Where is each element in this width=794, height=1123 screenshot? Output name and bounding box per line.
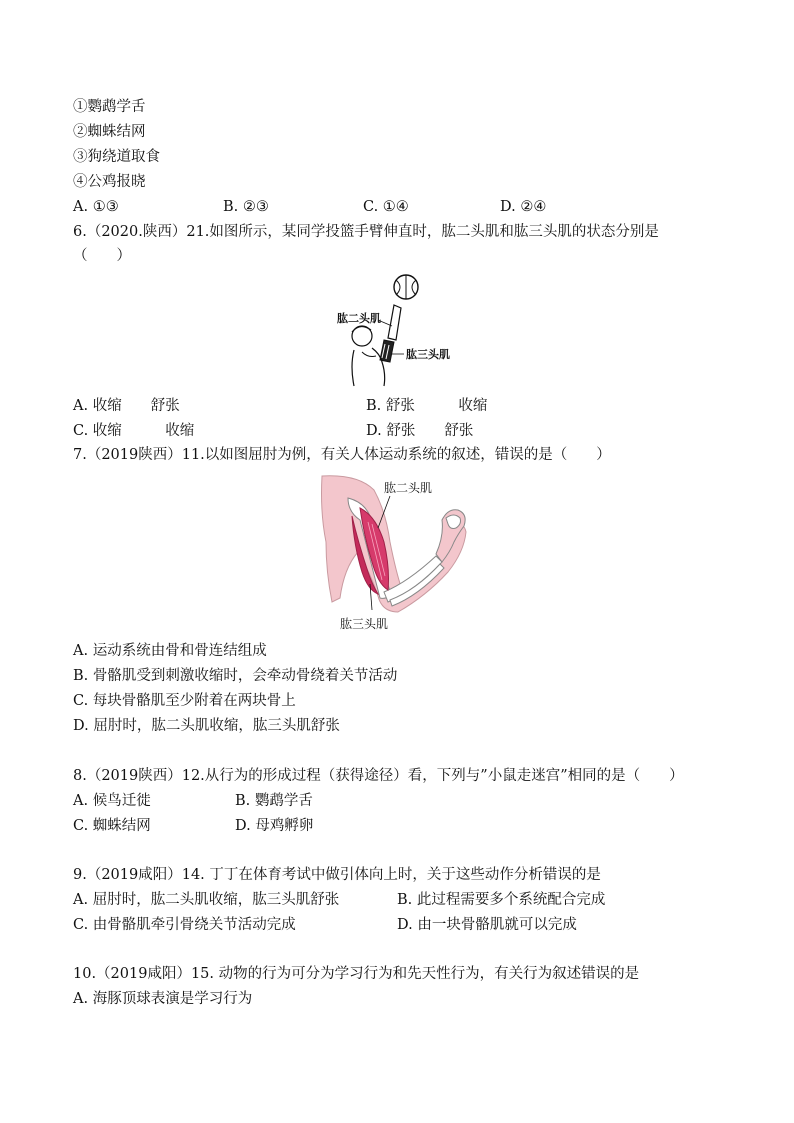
q6-label-triceps: 肱三头肌 bbox=[406, 348, 450, 361]
q6-label-biceps: 肱二头肌 bbox=[337, 312, 381, 325]
q8-option-b: B. 鹦鹉学舌 bbox=[235, 793, 313, 809]
basketball-icon bbox=[394, 275, 418, 299]
q7-option-b: B. 骨骼肌受到刺激收缩时，会牵动骨绕着关节活动 bbox=[73, 668, 398, 684]
q5-option-b: B. ②③ bbox=[223, 199, 269, 215]
q6-stem: 6.（2020.陕西）21.如图所示，某同学投篮手臂伸直时，肱二头肌和肱三头肌的状态分别是 bbox=[73, 224, 659, 240]
q5-item-4: ④公鸡报晓 bbox=[73, 174, 146, 190]
q10-option-a: A. 海豚顶球表演是学习行为 bbox=[73, 991, 253, 1007]
q6-option-a: A. 收缩 舒张 bbox=[73, 398, 180, 414]
q9-option-a: A. 屈肘时，肱二头肌收缩，肱三头肌舒张 bbox=[73, 892, 340, 908]
q8-stem: 8.（2019陕西）12.从行为的形成过程（获得途径）看，下列与”小鼠走迷宫”相同的是（ ） bbox=[73, 768, 684, 784]
q7-stem: 7.（2019陕西）11.以如图屈肘为例，有关人体运动系统的叙述，错误的是（ ） bbox=[73, 447, 611, 463]
q7-label-biceps: 肱二头肌 bbox=[384, 481, 433, 495]
q6-option-d: D. 舒张 舒张 bbox=[366, 423, 474, 439]
q9-option-c: C. 由骨骼肌牵引骨绕关节活动完成 bbox=[73, 917, 296, 933]
q7-option-c: C. 每块骨骼肌至少附着在两块骨上 bbox=[73, 693, 296, 709]
q6-option-b: B. 舒张 收缩 bbox=[366, 398, 488, 414]
q10-stem: 10.（2019咸阳）15. 动物的行为可分为学习行为和先天性行为，有关行为叙述错误的是 bbox=[73, 966, 640, 982]
q8-option-d: D. 母鸡孵卵 bbox=[235, 818, 314, 834]
q5-item-3: ③狗绕道取食 bbox=[73, 149, 160, 165]
q5-option-a: A. ①③ bbox=[73, 199, 119, 215]
q9-option-b: B. 此过程需要多个系统配合完成 bbox=[397, 892, 606, 908]
q6-answer-paren: （ ） bbox=[73, 248, 131, 264]
q7-figure-elbow-flexion bbox=[318, 472, 478, 634]
q8-option-c: C. 蜘蛛结网 bbox=[73, 818, 151, 834]
q8-option-a: A. 候鸟迁徙 bbox=[73, 793, 151, 809]
q6-option-c: C. 收缩 收缩 bbox=[73, 423, 195, 439]
q7-option-d: D. 屈肘时，肱二头肌收缩，肱三头肌舒张 bbox=[73, 718, 340, 734]
q5-item-2: ②蜘蛛结网 bbox=[73, 124, 146, 140]
q9-stem: 9.（2019咸阳）14. 丁丁在体育考试中做引体向上时，关于这些动作分析错误的是 bbox=[73, 867, 601, 883]
q7-option-a: A. 运动系统由骨和骨连结组成 bbox=[73, 643, 267, 659]
q7-label-triceps: 肱三头肌 bbox=[340, 617, 389, 631]
q6-figure-basketball-player bbox=[336, 270, 466, 390]
q5-option-c: C. ①④ bbox=[363, 199, 409, 215]
q9-option-d: D. 由一块骨骼肌就可以完成 bbox=[397, 917, 577, 933]
q5-item-1: ①鹦鹉学舌 bbox=[73, 99, 146, 115]
q5-option-d: D. ②④ bbox=[500, 199, 547, 215]
